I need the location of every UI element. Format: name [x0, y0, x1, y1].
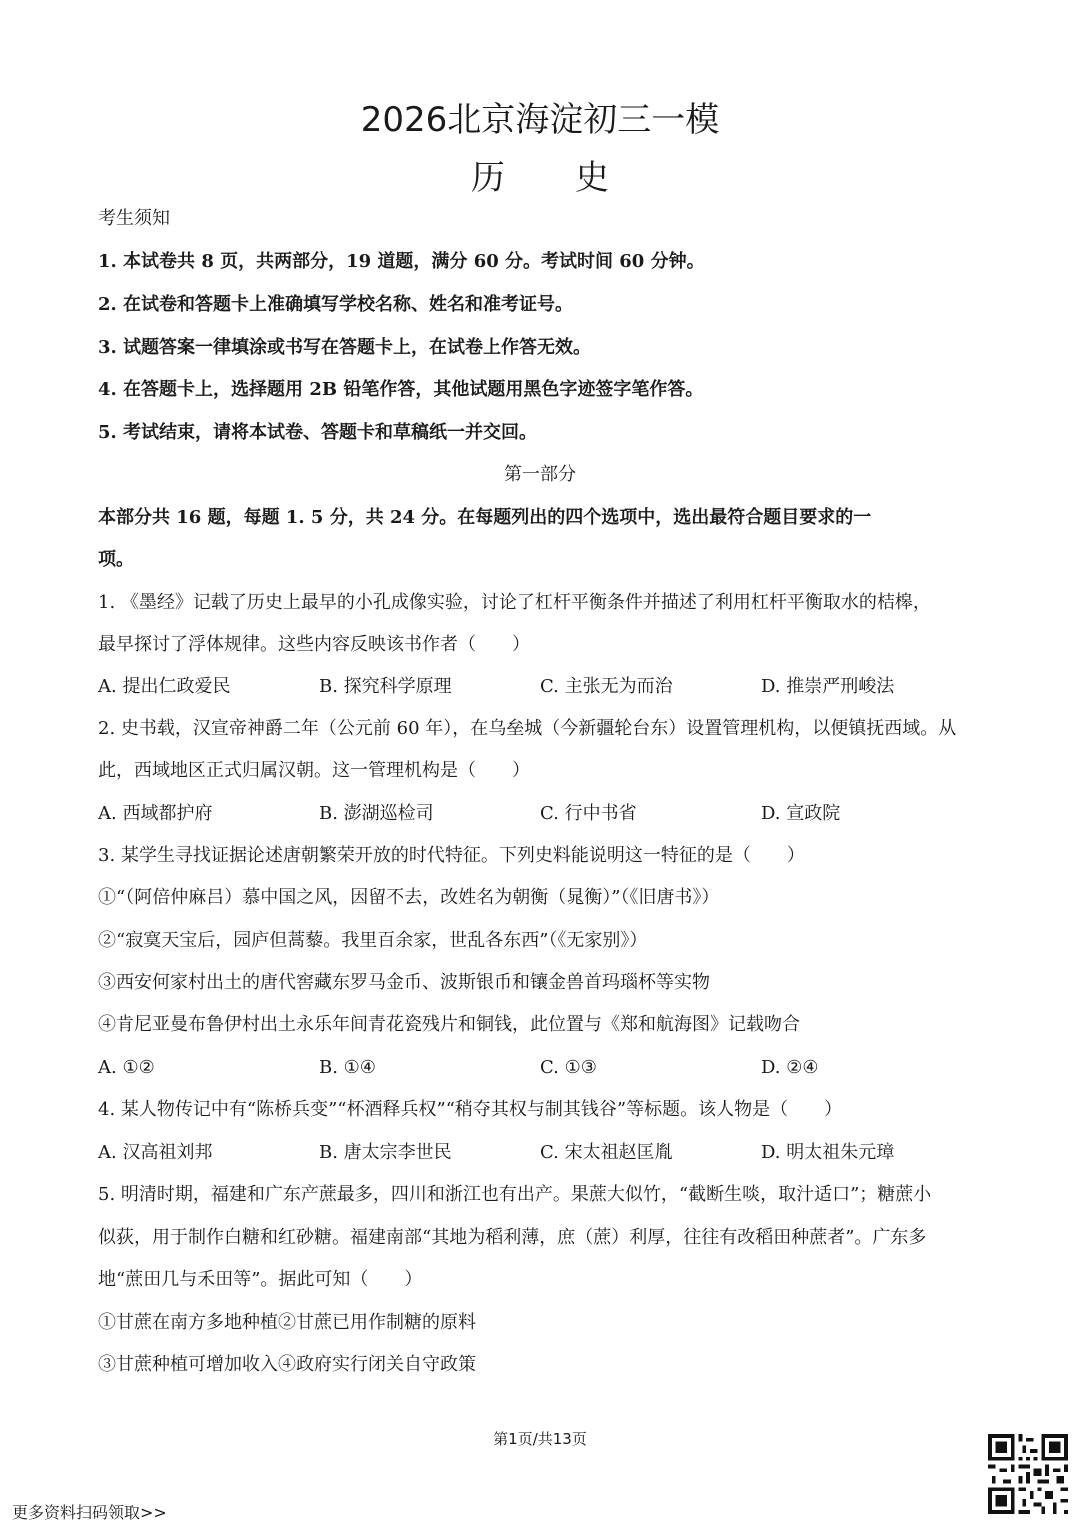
- question-1-stem: 最早探讨了浮体规律。这些内容反映该书作者（ ）: [98, 634, 530, 655]
- part1-instruction: 项。: [98, 549, 134, 570]
- notice-item: 2. 在试卷和答题卡上准确填写学校名称、姓名和准考证号。: [98, 294, 574, 315]
- notice-heading: 考生须知: [98, 208, 170, 229]
- option-c: C. 主张无为而治: [540, 676, 673, 697]
- exam-title: 2026北京海淀初三一模: [360, 100, 720, 140]
- notice-item: 3. 试题答案一律填涂或书写在答题卡上，在试卷上作答无效。: [98, 337, 592, 358]
- notice-item: 1. 本试卷共 8 页，共两部分，19 道题，满分 60 分。考试时间 60 分钟。: [98, 251, 705, 272]
- question-2-stem: 2. 史书载，汉宣帝神爵二年（公元前 60 年），在乌垒城（今新疆轮台东）设置管理机构，以便镇抚西域。从: [98, 718, 957, 739]
- question-3-source: ①“（阿倍仲麻吕）慕中国之风，因留不去，改姓名为朝衡（晁衡）”（《旧唐书》）: [98, 887, 720, 908]
- option-a: A. 提出仁政爱民: [98, 676, 231, 697]
- question-5-stem: 地“蔗田几与禾田等”。据此可知（ ）: [98, 1269, 423, 1290]
- page-number: 第1页/共13页: [493, 1430, 587, 1448]
- notice-item: 5. 考试结束，请将本试卷、答题卡和草稿纸一并交回。: [98, 422, 538, 443]
- notice-item: 4. 在答题卡上，选择题用 2B 铅笔作答，其他试题用黑色字迹签字笔作答。: [98, 379, 704, 400]
- qr-code-icon[interactable]: [988, 1434, 1068, 1514]
- part1-heading: 第一部分: [504, 464, 576, 485]
- option-b: B. 澎湖巡检司: [319, 803, 434, 824]
- option-b: B. 探究科学原理: [319, 676, 452, 697]
- option-d: D. 推崇严刑峻法: [761, 676, 895, 697]
- option-d: D. 明太祖朱元璋: [761, 1142, 895, 1163]
- option-d: D. ②④: [761, 1057, 819, 1078]
- option-b: B. ①④: [319, 1057, 376, 1078]
- option-c: C. 行中书省: [540, 803, 637, 824]
- question-5-statement: ①甘蔗在南方多地种植②甘蔗已用作制糖的原料: [98, 1312, 476, 1333]
- subject-title: 历史: [471, 158, 679, 198]
- option-a: A. ①②: [98, 1057, 155, 1078]
- question-5-statement: ③甘蔗种植可增加收入④政府实行闭关自守政策: [98, 1354, 476, 1375]
- question-3-source: ②“寂寞天宝后，园庐但蒿藜。我里百余家，世乱各东西”（《无家别》）: [98, 930, 648, 951]
- question-2-stem: 此，西域地区正式归属汉朝。这一管理机构是（ ）: [98, 760, 530, 781]
- option-d: D. 宣政院: [761, 803, 841, 824]
- question-1-stem: 1. 《墨经》记载了历史上最早的小孔成像实验，讨论了杠杆平衡条件并描述了利用杠杆平衡取水的桔槔，: [98, 592, 931, 613]
- option-c: C. ①③: [540, 1057, 597, 1078]
- question-5-stem: 似荻，用于制作白糖和红砂糖。福建南部“其地为稻利薄，庶（蔗）利厚，往往有改稻田种蔗者”。广东多: [98, 1227, 927, 1248]
- question-3-source: ④肯尼亚曼布鲁伊村出土永乐年间青花瓷残片和铜钱，此位置与《郑和航海图》记载吻合: [98, 1014, 800, 1035]
- question-4-stem: 4. 某人物传记中有“陈桥兵变”“杯酒释兵权”“稍夺其权与制其钱谷”等标题。该人物是（ ）: [98, 1099, 843, 1120]
- more-resources-link[interactable]: 更多资料扫码领取>>: [12, 1503, 167, 1522]
- question-3-source: ③西安何家村出土的唐代窖藏东罗马金币、波斯银币和镶金兽首玛瑙杯等实物: [98, 972, 710, 993]
- option-b: B. 唐太宗李世民: [319, 1142, 452, 1163]
- question-3-stem: 3. 某学生寻找证据论述唐朝繁荣开放的时代特征。下列史料能说明这一特征的是（ ）: [98, 845, 805, 866]
- option-a: A. 西域都护府: [98, 803, 213, 824]
- question-5-stem: 5. 明清时期，福建和广东产蔗最多，四川和浙江也有出产。果蔗大似竹，“截断生啖，取汁适口”；糖蔗小: [98, 1184, 932, 1205]
- part1-instruction: 本部分共 16 题，每题 1. 5 分，共 24 分。在每题列出的四个选项中，选出最符合题目要求的一: [98, 507, 872, 528]
- option-a: A. 汉高祖刘邦: [98, 1142, 213, 1163]
- option-c: C. 宋太祖赵匡胤: [540, 1142, 673, 1163]
